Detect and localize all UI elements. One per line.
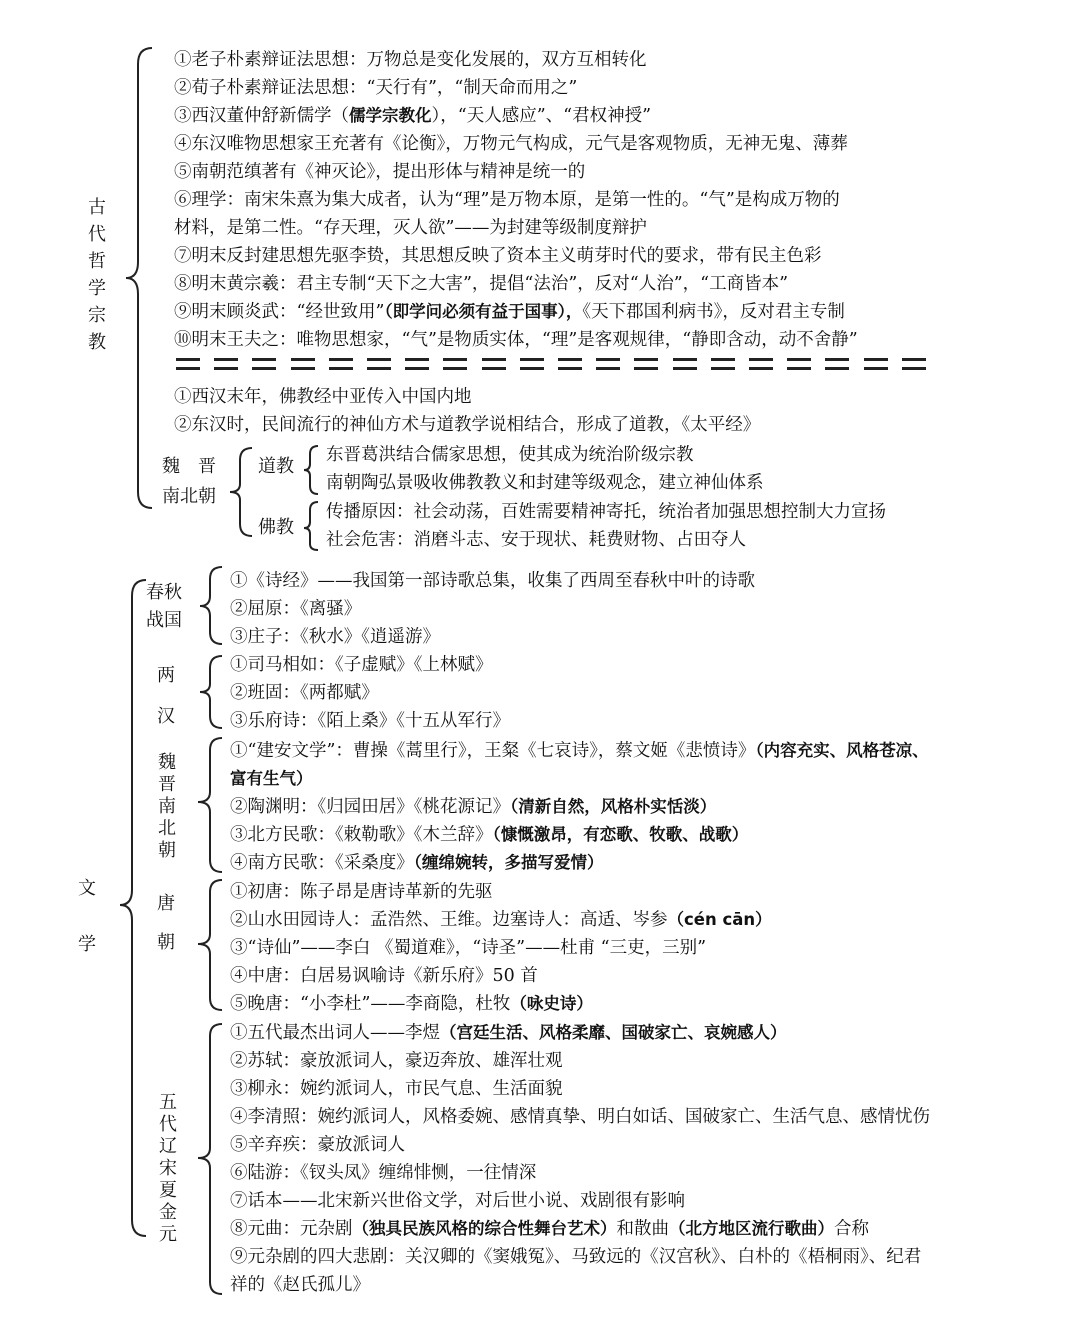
buddhism-brace xyxy=(304,502,318,550)
chunqiu-item-1: ①《诗经》——我国第一部诗歌总集，收集了西周至春秋中叶的诗歌 xyxy=(230,571,755,591)
tang-label-2: 朝 xyxy=(157,932,175,953)
philosophy-item-9: ⑨明末顾炎武：“经世致用”（即学问必须有益于国事），《天下郡国利病书》，反对君主专制 xyxy=(174,302,845,322)
taoism-label: 道教 xyxy=(258,456,294,477)
buddhism-item-1: 传播原因：社会动荡，百姓需要精神寄托，统治者加强思想控制大力宣扬 xyxy=(326,502,886,522)
chunqiu-label: 春秋 xyxy=(146,582,182,603)
chunqiu-item-3: ③庄子：《秋水》《逍遥游》 xyxy=(230,627,440,647)
song-brace xyxy=(198,1024,222,1294)
chunqiu-brace xyxy=(200,567,222,644)
han-brace xyxy=(200,656,222,728)
philosophy-item-1: ①老子朴素辩证法思想：万物总是变化发展的，双方互相转化 xyxy=(174,50,647,70)
song-item-7: ⑦话本——北宋新兴世俗文学，对后世小说、戏剧很有影响 xyxy=(230,1191,685,1211)
weijin-period-label-2: 南北朝 xyxy=(162,486,216,507)
song-item-6: ⑥陆游：《钗头凤》缠绵悱恻，一往情深 xyxy=(230,1163,537,1183)
tang-item-1: ①初唐：陈子昂是唐诗革新的先驱 xyxy=(230,882,493,902)
weijin-lit-label: 魏晋南北朝 xyxy=(158,752,176,861)
taoism-brace xyxy=(304,446,318,494)
song-item-3: ③柳永：婉约派词人，市民气息、生活面貌 xyxy=(230,1079,563,1099)
buddhism-label: 佛教 xyxy=(258,517,294,538)
taoism-item-2: 南朝陶弘景吸收佛教教义和封建等级观念，建立神仙体系 xyxy=(326,473,764,493)
taoism-item-1: 东晋葛洪结合儒家思想，使其成为统治阶级宗教 xyxy=(326,445,694,465)
philosophy-item-10: ⑩明末王夫之：唯物思想家，“气”是物质实体，“理”是客观规律，“静即含动，动不舍静” xyxy=(174,330,858,350)
han-item-3: ③乐府诗：《陌上桑》《十五从军行》 xyxy=(230,711,510,731)
tang-item-3: ③“诗仙”——李白 《蜀道难》，“诗圣”——杜甫 “三吏，三别” xyxy=(230,938,707,958)
weijin-item-1-cont: 富有生气） xyxy=(230,769,313,788)
philosophy-item-6-cont: 材料，是第二性。“存天理，灭人欲”——为封建等级制度辩护 xyxy=(174,218,647,238)
buddhism-item-2: 社会危害：消磨斗志、安于现状、耗费财物、占田夺人 xyxy=(326,530,746,550)
chunqiu-label-2: 战国 xyxy=(146,610,182,631)
philosophy-item-8: ⑧明末黄宗羲：君主专制“天下之大害”，提倡“法治”，反对“人治”，“工商皆本” xyxy=(174,274,789,294)
han-item-2: ②班固：《两都赋》 xyxy=(230,683,379,703)
weijin-religion-brace xyxy=(230,448,252,536)
literature-label: 文学 xyxy=(78,878,96,955)
chunqiu-item-2: ②屈原：《离骚》 xyxy=(230,599,362,619)
tang-item-4: ④中唐：白居易讽喻诗《新乐府》50 首 xyxy=(230,966,538,986)
song-item-2: ②苏轼：豪放派词人，豪迈奔放、雄浑壮观 xyxy=(230,1051,563,1071)
philosophy-label: 古代哲学宗教 xyxy=(88,197,106,353)
philosophy-item-3: ③西汉董仲舒新儒学（儒学宗教化），“天人感应”、“君权神授” xyxy=(174,106,652,126)
philosophy-item-4: ④东汉唯物思想家王充著有《论衡》，万物元气构成，元气是客观物质，无神无鬼、薄葬 xyxy=(174,134,848,154)
religion-item-1: ①西汉末年，佛教经中亚传入中国内地 xyxy=(174,387,472,407)
weijin-period-label: 魏 晋 xyxy=(162,456,216,477)
weijin-item-3: ③北方民歌：《敕勒歌》《木兰辞》（慷慨激昂，有恋歌、牧歌、战歌） xyxy=(230,825,749,845)
weijin-lit-brace xyxy=(198,738,222,872)
weijin-item-1: ①“建安文学”：曹操《蒿里行》，王粲《七哀诗》，蔡文姬《悲愤诗》（内容充实、风格苍凉、 xyxy=(230,741,929,761)
philosophy-item-5: ⑤南朝范缜著有《神灭论》，提出形体与精神是统一的 xyxy=(174,162,586,182)
section-divider xyxy=(176,358,926,370)
tang-label: 唐 xyxy=(157,893,175,914)
song-item-5: ⑤辛弃疾：豪放派词人 xyxy=(230,1135,405,1155)
weijin-item-2: ②陶渊明：《归园田居》《桃花源记》（清新自然，风格朴实恬淡） xyxy=(230,797,717,817)
philosophy-brace xyxy=(126,48,152,508)
han-label-2: 汉 xyxy=(157,706,175,727)
song-item-4: ④李清照：婉约派词人，风格委婉、感情真挚、明白如话、国破家亡、生活气息、感情忧伤 xyxy=(230,1107,930,1127)
philosophy-item-7: ⑦明末反封建思想先驱李贽，其思想反映了资本主义萌芽时代的要求，带有民主色彩 xyxy=(174,246,822,266)
han-label: 两 xyxy=(157,665,175,686)
song-item-9: ⑨元杂剧的四大悲剧：关汉卿的《窦娥冤》、马致远的《汉宫秋》、白朴的《梧桐雨》、纪君 xyxy=(230,1247,922,1267)
han-item-1: ①司马相如：《子虚赋》《上林赋》 xyxy=(230,655,493,675)
tang-brace xyxy=(198,880,222,1010)
song-label: 五代辽宋夏金元 xyxy=(159,1092,177,1245)
religion-item-2: ②东汉时，民间流行的神仙方术与道教学说相结合，形成了道教，《太平经》 xyxy=(174,415,761,435)
weijin-item-4: ④南方民歌：《采桑度》（缠绵婉转，多描写爱情） xyxy=(230,853,604,873)
tang-item-5: ⑤晚唐：“小李杜”——李商隐，杜牧（咏史诗） xyxy=(230,994,593,1014)
tang-item-2: ②山水田园诗人：孟浩然、王维。边塞诗人：高适、岑参（cén cān） xyxy=(230,910,772,930)
literature-brace xyxy=(120,580,146,1236)
song-item-9-cont: 祥的《赵氏孤儿》 xyxy=(230,1275,370,1295)
philosophy-item-2: ②荀子朴素辩证法思想：“天行有”，“制天命而用之” xyxy=(174,78,578,98)
song-item-8: ⑧元曲：元杂剧（独具民族风格的综合性舞台艺术）和散曲（北方地区流行歌曲）合称 xyxy=(230,1219,869,1239)
song-item-1: ①五代最杰出词人——李煜（宫廷生活、风格柔靡、国破家亡、哀婉感人） xyxy=(230,1023,787,1043)
philosophy-item-6: ⑥理学：南宋朱熹为集大成者，认为“理”是万物本原，是第一性的。“气”是构成万物的 xyxy=(174,190,840,210)
